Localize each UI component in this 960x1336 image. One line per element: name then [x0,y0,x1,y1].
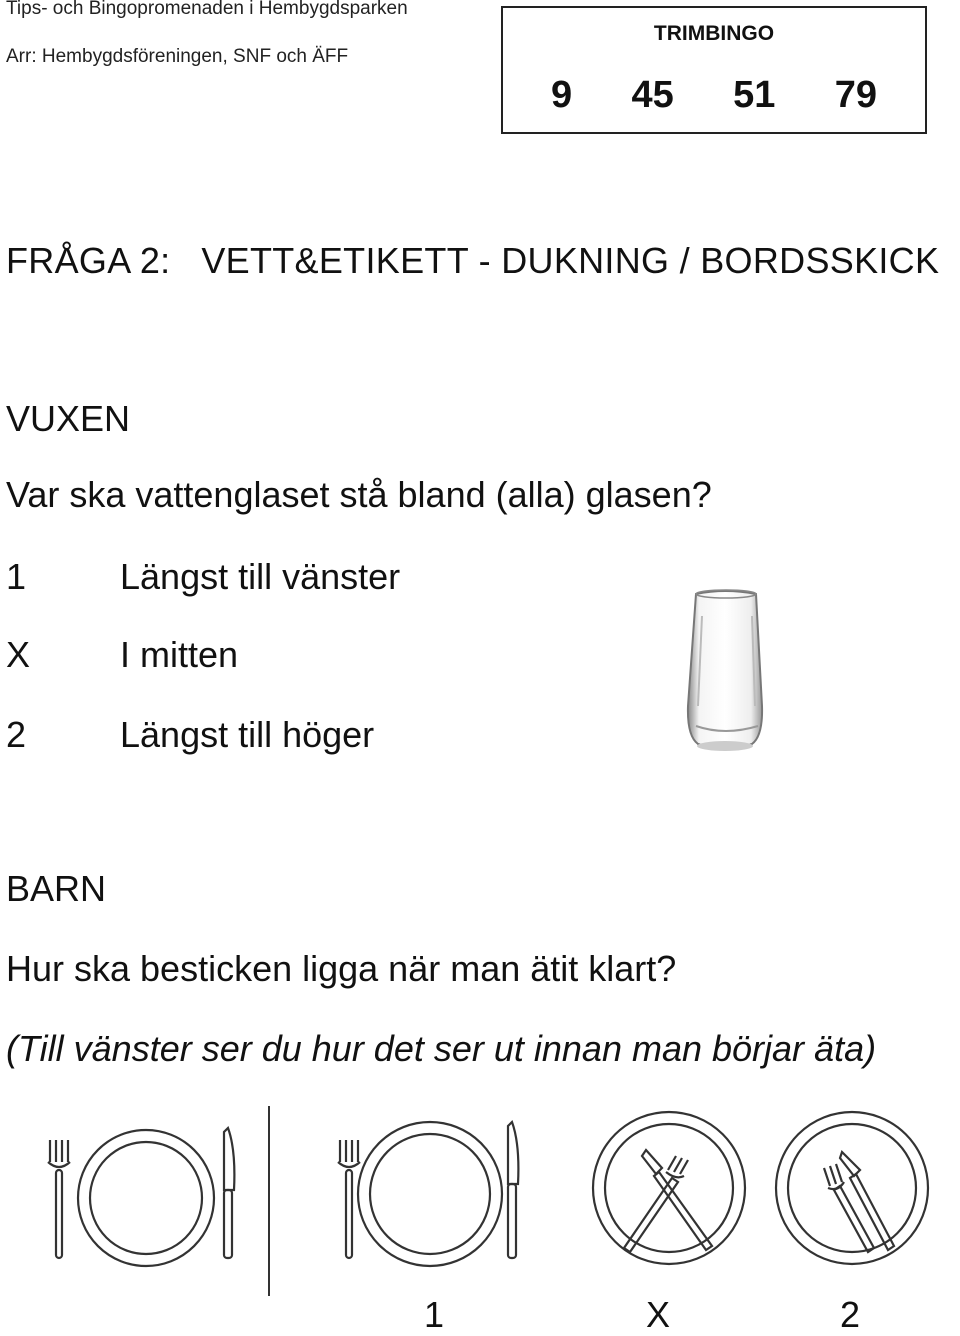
bingo-number: 45 [631,74,674,116]
place-setting-option-2-icon [770,1110,940,1270]
place-setting-option-1-icon [326,1110,536,1270]
bingo-number: 79 [834,74,877,116]
option-text: I mitten [120,634,239,675]
place-setting-before-icon [36,1110,246,1270]
header-organizers: Arr: Hembygdsföreningen, SNF och ÄFF [6,46,349,67]
question-heading: FRÅGA 2: VETT&ETIKETT - DUKNING / BORDSSKICK [6,240,940,281]
child-question: Hur ska besticken ligga när man ätit klart? [6,948,677,989]
option-key: 2 [6,714,27,755]
answer-label-2: 2 [840,1294,861,1335]
answer-label-x: X [646,1294,671,1335]
option-text: Längst till höger [120,714,375,755]
child-heading: BARN [6,868,107,909]
bingo-number: 9 [551,74,573,116]
option-text: Längst till vänster [120,556,401,597]
header-title: Tips- och Bingopromenaden i Hembygdsparken [6,0,408,19]
option-key: 1 [6,556,27,597]
bingo-title: TRIMBINGO [653,22,775,45]
child-note: (Till vänster ser du hur det ser ut innan man börjar äta) [6,1028,877,1069]
option-key: X [6,634,31,675]
adult-heading: VUXEN [6,398,131,439]
place-setting-option-x-icon [584,1110,754,1270]
adult-question: Var ska vattenglaset stå bland (alla) glasen? [6,474,712,515]
answer-label-1: 1 [424,1294,445,1335]
bingo-box [501,6,927,134]
water-glass-icon [682,586,768,758]
bingo-number: 51 [733,74,776,116]
divider [268,1106,270,1296]
bingo-numbers [551,74,877,117]
